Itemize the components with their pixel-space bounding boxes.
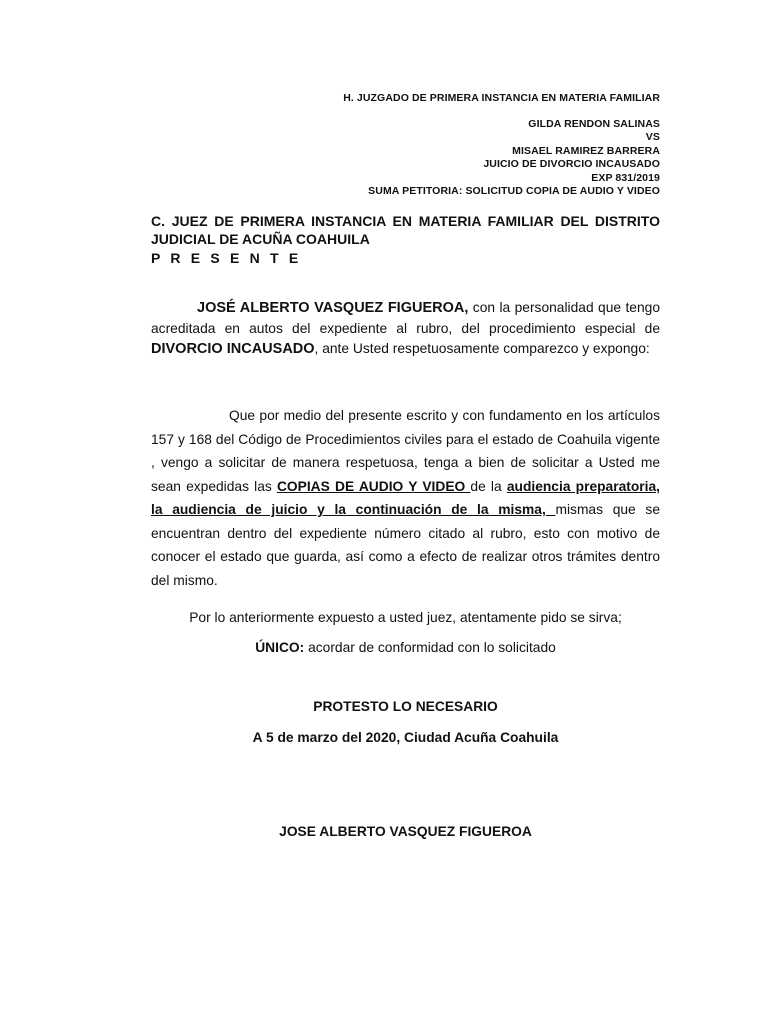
versus-label: VS [645,131,660,143]
intro-text-b: , ante Usted respetuosamente comparezco y expongo: [314,341,650,356]
date-place-line: A 5 de marzo del 2020, Ciudad Acuña Coahuila [252,730,559,745]
addressee-line: C. JUEZ DE PRIMERA INSTANCIA EN MATERIA FAMILIAR DEL DISTRITO JUDICIAL DE ACUÑA COAHUILA [151,213,660,247]
unico-label: ÚNICO: [255,640,305,655]
signature-name: JOSE ALBERTO VASQUEZ FIGUEROA [279,824,532,839]
request-text-a: Que por medio del presente escrito y con fundamento en los artículos 157 y 168 del Código de Procedimientos civiles para el estado de Coahuila vigente , vengo a solicitar de manera respetuosa, tenga a bien de solicitar a Usted me sean expedidas las [151,408,660,494]
petitioner-name: JOSÉ ALBERTO VASQUEZ FIGUEROA, [197,300,469,316]
unico-line [151,640,660,655]
petition-summary: SUMA PETITORIA: SOLICITUD COPIA DE AUDIO Y VIDEO [368,185,660,197]
intro-paragraph [151,298,660,360]
plaintiff-name: GILDA RENDON SALINAS [528,117,660,130]
intro-text-a: con la personalidad que tengo acreditada en autos del expediente al rubro, del procedimiento especial de [151,300,660,336]
hearings-list: audiencia preparatoria, la audiencia de juicio y la continuación de la misma, [151,478,660,517]
procedure-name: DIVORCIO INCAUSADO [151,341,315,357]
petition-line: Por lo anteriormente expuesto a usted juez, atentamente pido se sirva; [189,610,622,625]
request-paragraph [151,404,660,592]
request-text-b: de la [470,478,507,494]
addressee-block [151,212,660,267]
file-number: EXP 831/2019 [591,171,660,184]
court-name: H. JUZGADO DE PRIMERA INSTANCIA EN MATERIA FAMILIAR [343,92,660,104]
copies-requested: COPIAS DE AUDIO Y VIDEO [276,478,471,494]
case-type: JUICIO DE DIVORCIO INCAUSADO [483,158,660,170]
protesto-line: PROTESTO LO NECESARIO [313,699,498,714]
unico-text: acordar de conformidad con lo solicitado [304,640,556,655]
case-header [300,92,660,199]
defendant-name: MISAEL RAMIREZ BARRERA [512,144,660,157]
presente-label: P R E S E N T E [151,250,302,266]
request-text-c: mismas que se encuentran dentro del expediente número citado al rubro, esto con motivo de conocer el estado que guarda, así como a efecto de realizar otros trámites dentro del mismo. [151,502,661,588]
